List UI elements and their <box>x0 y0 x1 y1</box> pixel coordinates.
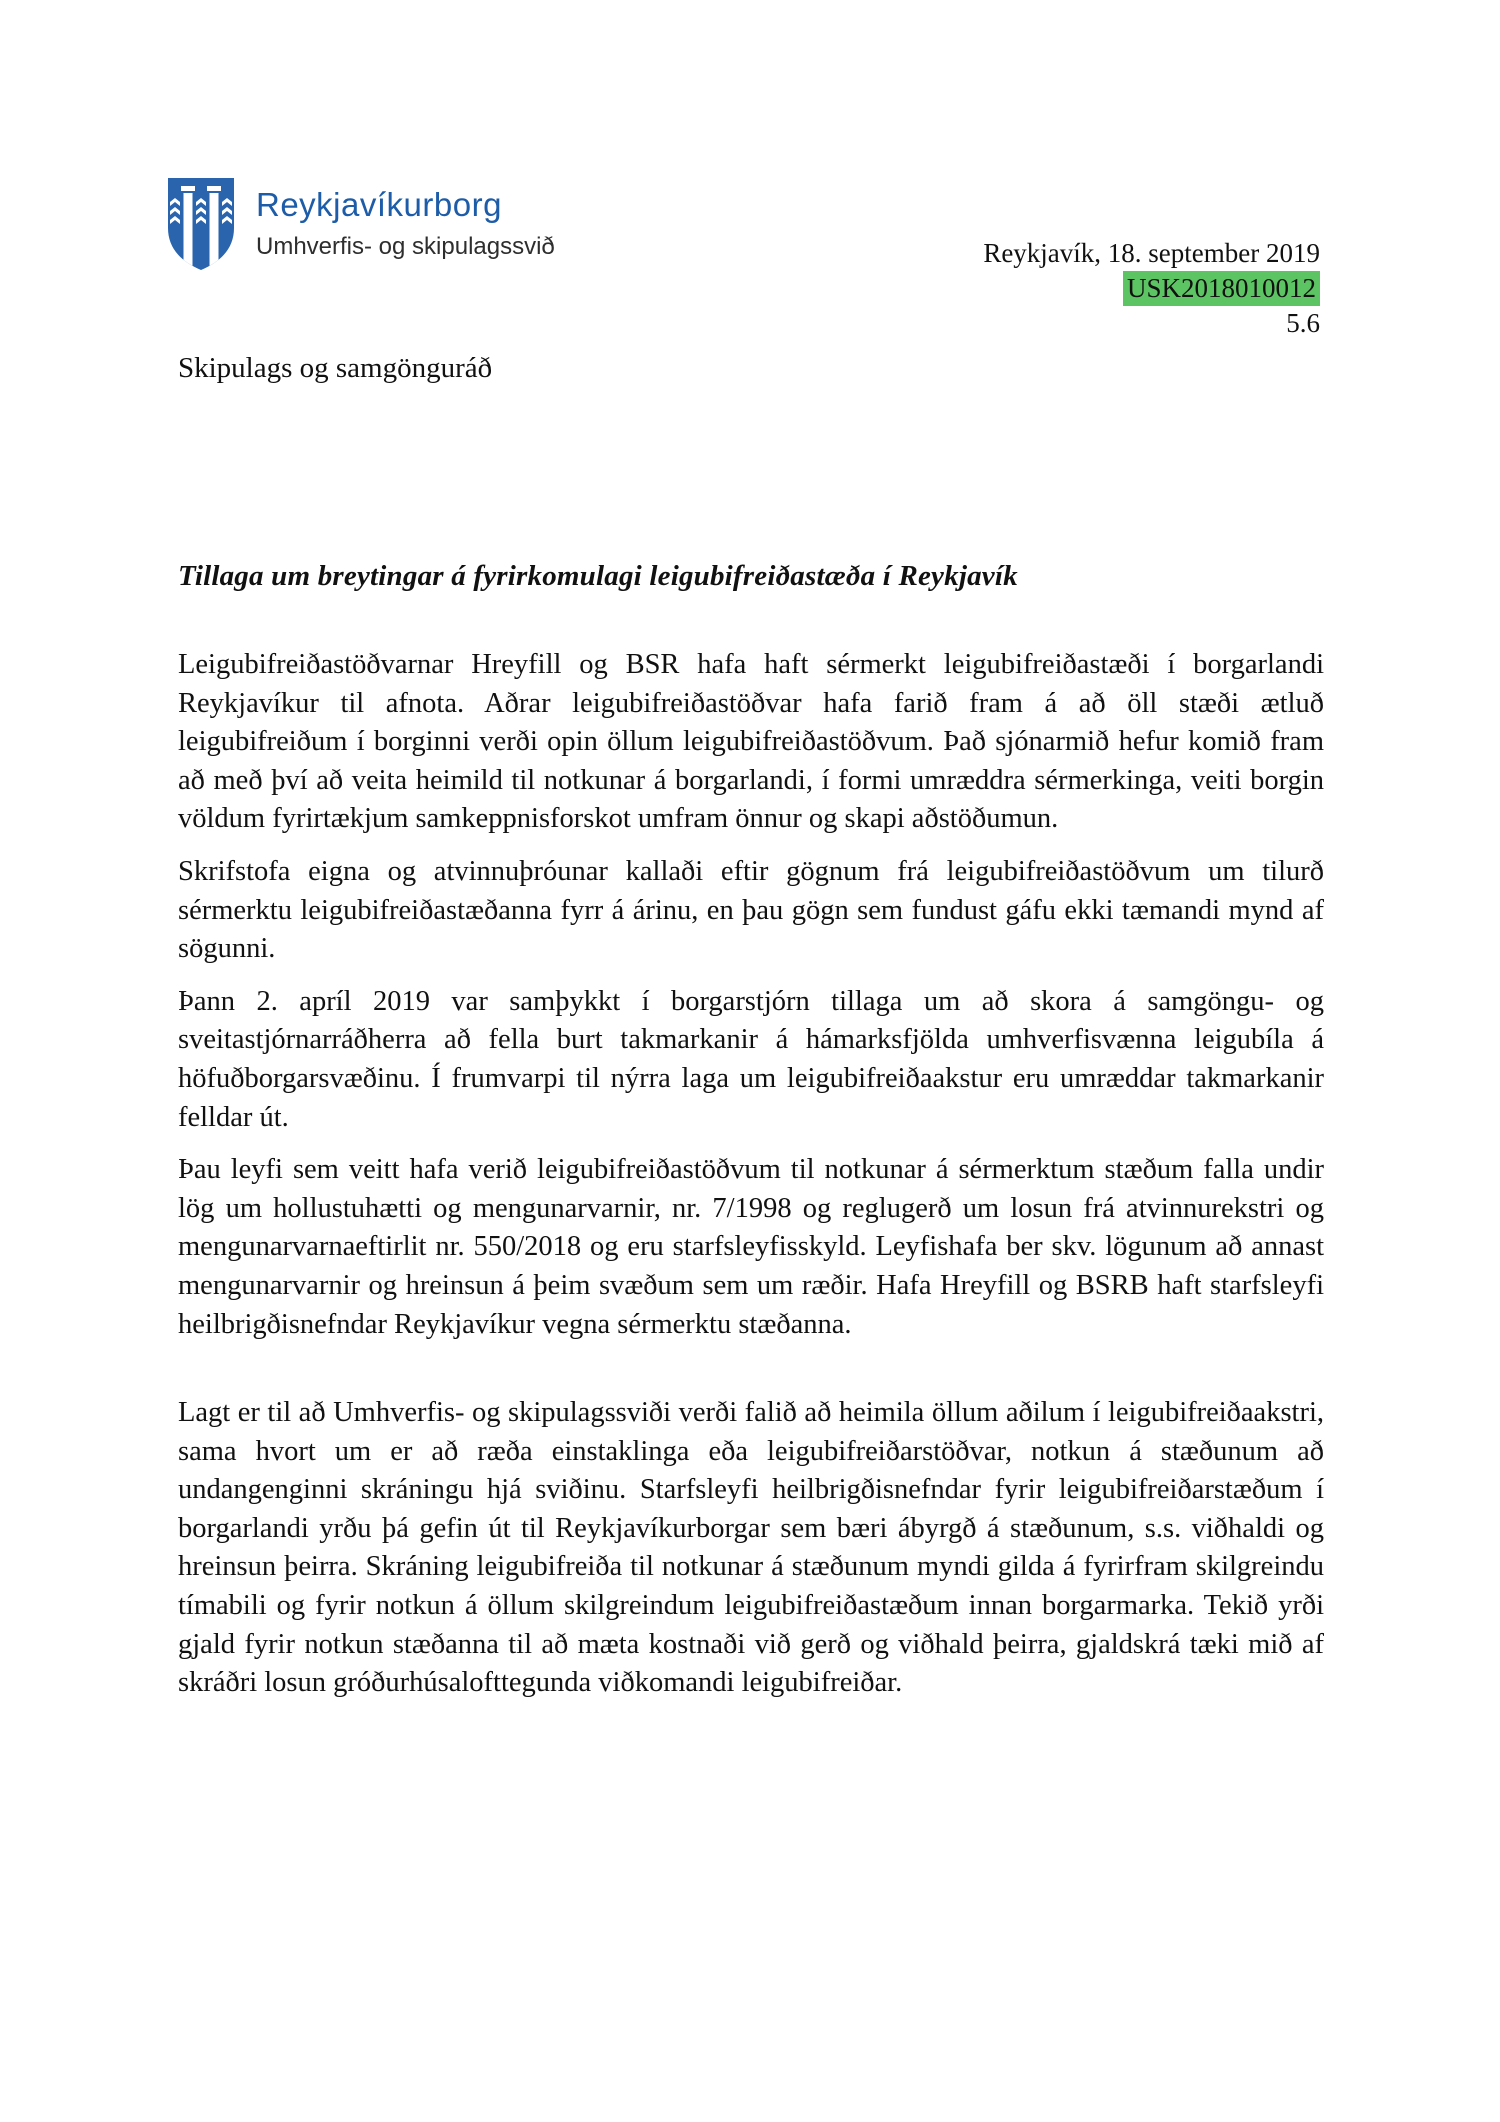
reykjavik-coat-of-arms-icon <box>168 178 234 270</box>
body-paragraph: Leigubifreiðastöðvarnar Hreyfill og BSR hafa haft sérmerkt leigubifreiðastæði í borgarlandi Reykjavíkur til afnota. Aðrar leigubifreiðastöðvar hafa farið fram á að öll stæði ætluð leigubifreiðum í borginni verði opin öllum leigubifreiðastöðvum. Það sjónarmið hefur komið fram að með því að veita heimild til notkunar á borgarlandi, í formi umræddra sérmerkinga, veiti borgin völdum fyrirtækjum samkeppnisforskot umfram önnur og skapi aðstöðumun. <box>178 649 1324 835</box>
org-identity <box>256 178 555 262</box>
body-paragraph: Þau leyfi sem veitt hafa verið leigubifreiðastöðvum til notkunar á sérmerktum stæðum falla undir lög um hollustuhætti og mengunarvarnir, nr. 7/1998 og reglugerð um losun frá atvinnurekstri og mengunarvarnaeftirlit nr. 550/2018 og eru starfsleyfisskyld. Leyfishafa ber skv. lögunum að annast mengunarvarnir og hreinsun á þeim svæðum sem um ræðir. Hafa Hreyfill og BSRB haft starfsleyfi heilbrigðisnefndar Reykjavíkur vegna sérmerktu stæðanna. <box>178 1154 1324 1340</box>
org-name: Reykjavíkurborg <box>256 186 502 223</box>
date-line: Reykjavík, 18. september 2019 <box>983 238 1320 268</box>
document-body <box>178 646 1324 1717</box>
recipient-line: Skipulags og samgönguráð <box>178 352 493 384</box>
document-title: Tillaga um breytingar á fyrirkomulagi leigubifreiðastæða í Reykjavík <box>178 560 1018 592</box>
body-paragraph: Skrifstofa eigna og atvinnuþróunar kallaði eftir gögnum frá leigubifreiðastöðvum um tilurð sérmerktu leigubifreiðastæðanna fyrr á árinu, en þau gögn sem fundust gáfu ekki tæmandi mynd af sögunni. <box>178 855 1324 965</box>
case-number-highlight: USK2018010012 <box>1123 271 1320 306</box>
case-number-line <box>983 271 1320 306</box>
reference-block <box>983 236 1320 341</box>
org-division: Umhverfis- og skipulagssvið <box>256 233 555 260</box>
body-paragraph: Þann 2. apríl 2019 var samþykkt í borgarstjórn tillaga um að skora á samgöngu- og sveitastjórnarráðherra að fella burt takmarkanir á hámarksfjölda umhverfisvænna leigubíla á höfuðborgarsvæðinu. Í frumvarpi til nýrra laga um leigubifreiðaakstur eru umræddar takmarkanir felldar út. <box>178 985 1324 1133</box>
letterhead <box>168 178 555 270</box>
agenda-item-number: 5.6 <box>1286 308 1320 338</box>
body-paragraph: Lagt er til að Umhverfis- og skipulagssviði verði falið að heimila öllum aðilum í leigubifreiðaakstri, sama hvort um er að ræða einstaklinga eða leigubifreiðarstöðvar, notkun á stæðunum að undangenginni skráningu hjá sviðinu. Starfsleyfi heilbrigðisnefndar fyrir leigubifreiðarstæðum í borgarlandi yrðu þá gefin út til Reykjavíkurborgar sem bæri ábyrgð á stæðunum, s.s. viðhaldi og hreinsun þeirra. Skráning leigubifreiða til notkunar á stæðunum myndi gilda á fyrirfram skilgreindu tímabili og fyrir notkun á öllum skilgreindum leigubifreiðastæðum innan borgarmarka. Tekið yrði gjald fyrir notkun stæðanna til að mæta kostnaði við gerð og viðhald þeirra, gjaldskrá tæki mið af skráðri losun gróðurhúsalofttegunda viðkomandi leigubifreiðar. <box>178 1397 1324 1699</box>
